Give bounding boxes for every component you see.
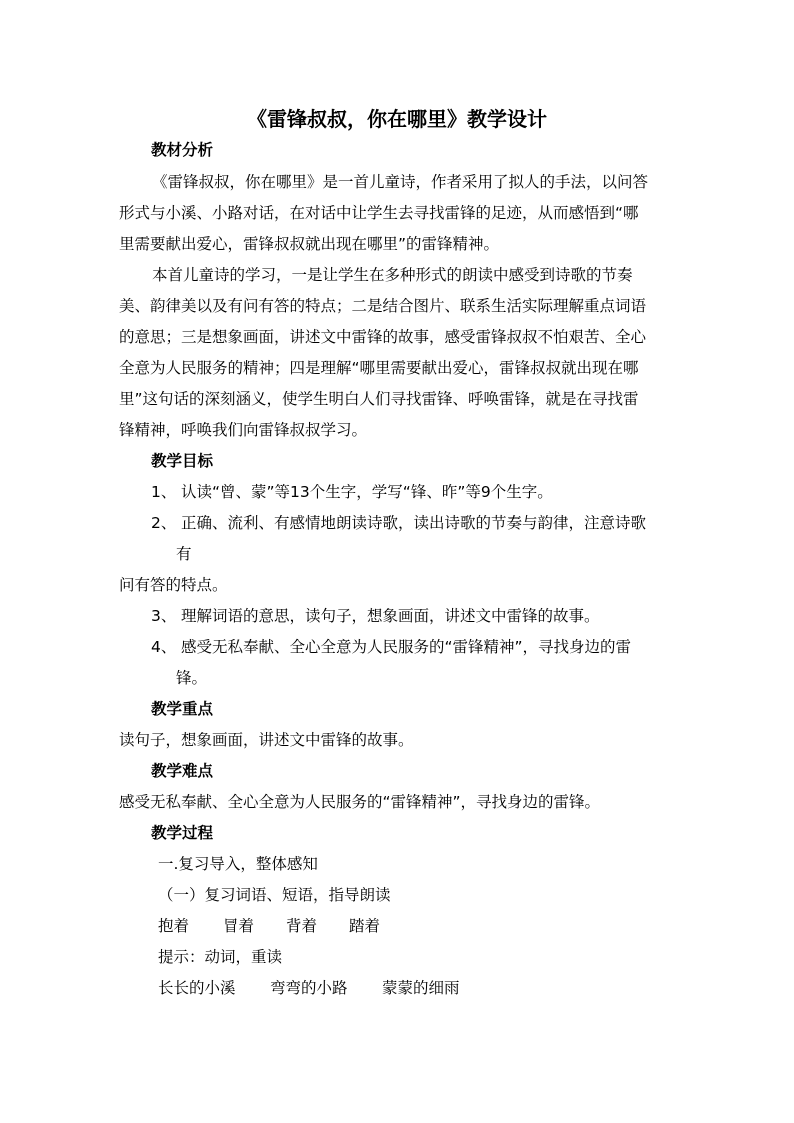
analysis-para1-line3: 里需要献出爱心，雷锋叔叔就出现在哪里”的雷锋精神。 (119, 235, 500, 253)
phrase-item: 长长的小溪 (158, 979, 236, 997)
goal-3-number: 3、 (151, 607, 177, 625)
phrase-item: 蒙蒙的细雨 (382, 979, 460, 997)
goal-4-text-line1: 感受无私奉献、全心全意为人民服务的“雷锋精神”，寻找身边的雷 (181, 638, 632, 656)
analysis-para2-line3: 的意思；三是想象画面，讲述文中雷锋的故事，感受雷锋叔叔不怕艰苦、全心 (119, 328, 647, 346)
difficulties-text: 感受无私奉献、全心全意为人民服务的“雷锋精神”，寻找身边的雷锋。 (119, 793, 601, 811)
goal-1-number: 1、 (151, 483, 177, 501)
word-item: 踏着 (349, 917, 381, 935)
analysis-para2-line2: 美、韵律美以及有问有答的特点；二是结合图片、联系生活实际理解重点词语 (119, 297, 647, 315)
goal-4-number: 4、 (151, 638, 177, 656)
goal-2-continuation: 问有答的特点。 (119, 576, 228, 594)
key-points-text: 读句子，想象画面，讲述文中雷锋的故事。 (119, 731, 414, 749)
heading-analysis: 教材分析 (151, 141, 214, 159)
goal-4-text-line2: 锋。 (176, 669, 208, 687)
goal-1-text: 认读“曾、蒙”等13个生字，学写“锋、昨”等9个生字。 (181, 483, 553, 501)
heading-process: 教学过程 (151, 824, 214, 842)
goal-3-text: 理解词语的意思，读句子，想象画面，讲述文中雷锋的故事。 (181, 607, 600, 625)
heading-key-points: 教学重点 (151, 700, 214, 718)
word-item: 冒着 (223, 917, 255, 935)
analysis-para2-line5: 里”这句话的深刻涵义，使学生明白人们寻找雷锋、呼唤雷锋，就是在寻找雷 (119, 390, 639, 408)
goal-2-text-line2: 有 (176, 545, 192, 563)
analysis-para2-line4: 全意为人民服务的精神；四是理解“哪里需要献出爱心，雷锋叔叔就出现在哪 (119, 359, 639, 377)
goal-2-text-line1: 正确、流利、有感情地朗读诗歌，读出诗歌的节奏与韵律，注意诗歌 (181, 514, 647, 532)
word-item: 背着 (286, 917, 318, 935)
process-step-1: 一.复习导入，整体感知 (158, 855, 318, 873)
word-item: 抱着 (158, 917, 190, 935)
heading-goals: 教学目标 (151, 452, 214, 470)
document-title: 《雷锋叔叔，你在哪里》教学设计 (247, 107, 547, 131)
analysis-para2-line1: 本首儿童诗的学习，一是让学生在多种形式的朗读中感受到诗歌的节奏 (152, 266, 633, 284)
process-substep-1: （一）复习词语、短语，指导朗读 (158, 886, 391, 904)
heading-difficulties: 教学难点 (151, 762, 214, 780)
analysis-para1-line2: 形式与小溪、小路对话，在对话中让学生去寻找雷锋的足迹，从而感悟到“哪 (119, 204, 639, 222)
phrase-item: 弯弯的小路 (270, 979, 348, 997)
goal-2-number: 2、 (151, 514, 177, 532)
analysis-para1-line1: 《雷锋叔叔，你在哪里》是一首儿童诗，作者采用了拟人的手法，以问答 (152, 173, 649, 191)
process-hint: 提示：动词，重读 (158, 948, 283, 966)
analysis-para2-line6: 锋精神，呼唤我们向雷锋叔叔学习。 (119, 421, 368, 439)
